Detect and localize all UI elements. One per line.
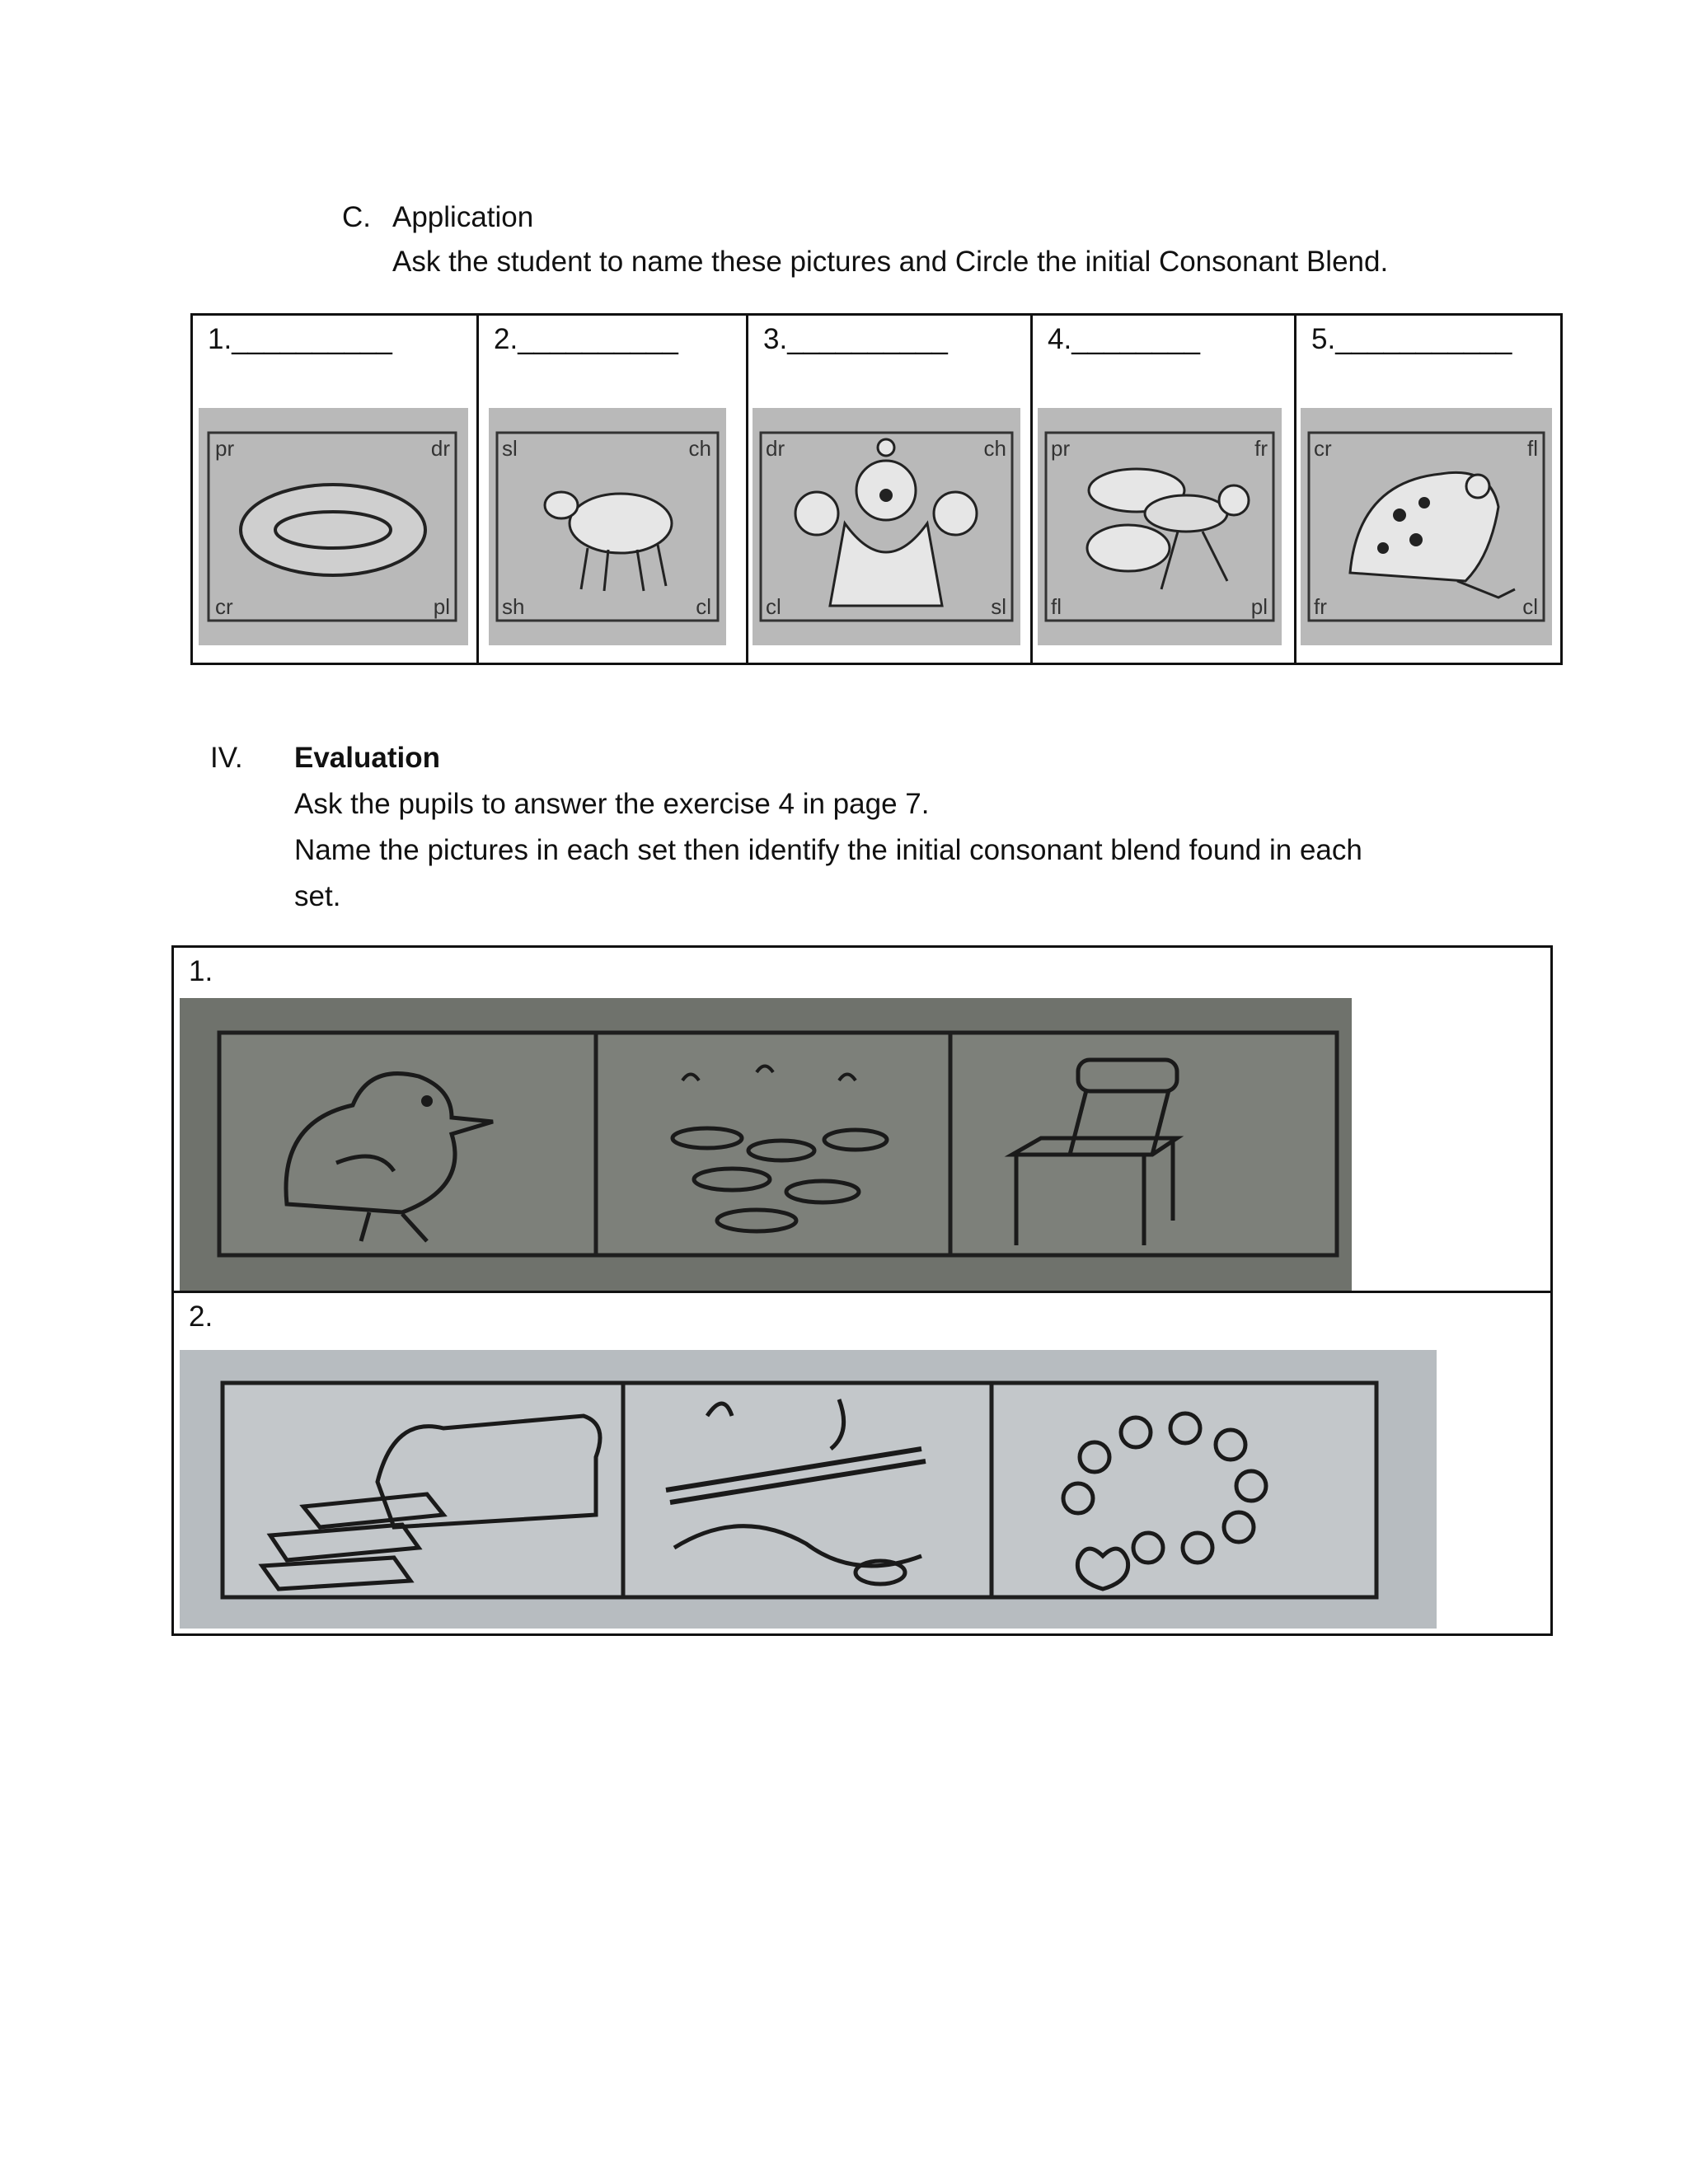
set-label-2: 2.: [189, 1301, 213, 1333]
application-marker: C.: [342, 201, 371, 233]
blend-bottom-left: sh: [502, 594, 525, 619]
answer-blank-3[interactable]: 3.__________: [763, 323, 948, 355]
blend-top-left: sl: [502, 436, 518, 461]
blend-top-right: dr: [430, 436, 450, 461]
answer-blank-5[interactable]: 5.___________: [1311, 323, 1512, 355]
evaluation-line-3: set.: [294, 880, 341, 912]
blend-bottom-left: fr: [1314, 594, 1327, 619]
frog-icon: [1301, 408, 1552, 645]
evaluation-set-1: [174, 948, 1550, 1293]
blend-bottom-right: pl: [433, 594, 450, 619]
blend-bottom-left: cr: [215, 594, 233, 619]
evaluation-set-2: [174, 1293, 1550, 1633]
blend-top-left: pr: [1051, 436, 1071, 461]
application-item-3: [748, 316, 1033, 663]
answer-blank-1[interactable]: 1.__________: [208, 323, 392, 355]
blend-top-left: cr: [1314, 436, 1332, 461]
blend-top-right: fl: [1527, 436, 1538, 461]
application-item-5: [1296, 316, 1560, 663]
blend-bottom-left: fl: [1051, 594, 1062, 619]
application-item-2: [479, 316, 748, 663]
blend-top-right: fr: [1254, 436, 1268, 461]
evaluation-heading: Evaluation: [294, 742, 440, 774]
fly-icon: [1038, 408, 1282, 645]
evaluation-line-1: Ask the pupils to answer the exercise 4 in page 7.: [294, 788, 930, 820]
answer-blank-4[interactable]: 4.________: [1048, 323, 1200, 355]
blend-top-right: ch: [688, 436, 711, 461]
application-item-4: [1033, 316, 1296, 663]
blend-bottom-left: cl: [766, 594, 781, 619]
clown-icon: [753, 408, 1020, 645]
application-instruction: Ask the student to name these pictures and Circle the initial Consonant Blend.: [392, 246, 1389, 278]
answer-blank-2[interactable]: 2.__________: [494, 323, 678, 355]
blend-top-right: ch: [983, 436, 1006, 461]
blend-bottom-right: pl: [1250, 594, 1268, 619]
evaluation-table: [171, 945, 1553, 1636]
picture-strip-1: [180, 998, 1352, 1291]
blend-bottom-right: cl: [1522, 594, 1538, 619]
set-label-1: 1.: [189, 955, 213, 987]
application-heading: Application: [392, 201, 534, 233]
evaluation-line-2: Name the pictures in each set then identify the initial consonant blend found in each: [294, 834, 1362, 866]
blend-bottom-right: sl: [991, 594, 1006, 619]
application-item-1: [193, 316, 479, 663]
sheep-icon: [489, 408, 726, 645]
application-table: [190, 313, 1563, 665]
picture-strip-2: [180, 1350, 1437, 1629]
evaluation-marker: IV.: [210, 742, 243, 774]
tray-icon: [199, 408, 468, 645]
blend-top-left: dr: [766, 436, 785, 461]
blend-top-left: pr: [215, 436, 235, 461]
blend-bottom-right: cl: [696, 594, 711, 619]
